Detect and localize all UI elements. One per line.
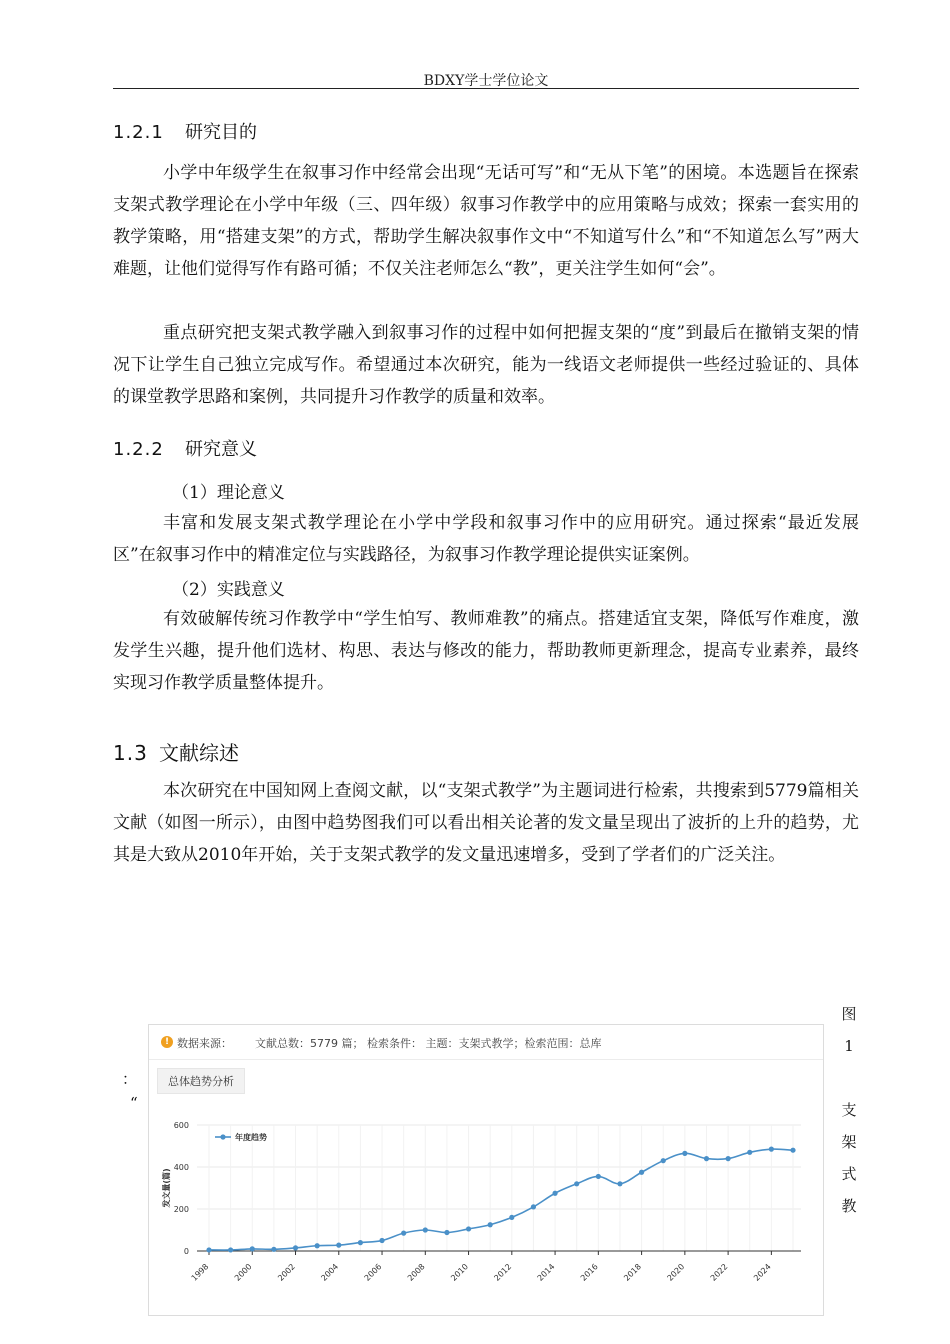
paragraph-purpose-2: 重点研究把支架式教学融入到叙事习作的过程中如何把握支架的“度”到最后在撤销支架的情况下让学生自己独立完成写作。希望通过本次研究，能为一线语文老师提供一些经过验证的、具体的课堂教学思路和案例，共同提升习作教学的质量和效率。: [113, 323, 859, 407]
data-point: [228, 1247, 233, 1252]
data-point: [336, 1243, 341, 1248]
heading-1-2-2: [113, 435, 257, 461]
x-tick-label: 2018: [622, 1262, 644, 1283]
data-point: [531, 1204, 536, 1209]
y-tick-label: 200: [173, 1205, 189, 1214]
data-point: [639, 1170, 644, 1175]
x-tick-label: 2002: [276, 1262, 297, 1283]
data-point: [790, 1148, 795, 1153]
data-point: [682, 1151, 687, 1156]
y-axis-label: 发文量(篇): [162, 1168, 171, 1208]
x-tick-label: 2000: [232, 1262, 254, 1283]
page-header: BDXY学士学位论文: [423, 73, 549, 89]
figure-caption-char: 式: [841, 1165, 857, 1183]
x-tick-label: 1998: [189, 1262, 211, 1283]
heading-number: 1.2.2: [113, 439, 164, 460]
figure-1-trend-chart: [148, 1024, 824, 1316]
x-tick-label: 2010: [449, 1262, 470, 1283]
heading-number: 1.2.1: [113, 122, 164, 143]
data-point: [206, 1247, 211, 1252]
y-tick-label: 600: [173, 1121, 189, 1130]
data-point: [271, 1247, 276, 1252]
stray-quote: “: [130, 1094, 138, 1112]
x-tick-label: 2014: [535, 1262, 557, 1283]
data-point: [552, 1191, 557, 1196]
subheading-theory: （1）理论意义: [172, 483, 285, 503]
heading-title: 研究意义: [185, 439, 257, 460]
x-tick-label: 2022: [708, 1262, 730, 1283]
x-tick-label: 2016: [578, 1262, 600, 1283]
tab-overall-trend[interactable]: 总体趋势分析: [157, 1068, 245, 1094]
legend-marker: [220, 1134, 225, 1139]
heading-title: 研究目的: [185, 122, 257, 143]
subheading-practice: （2）实践意义: [172, 580, 285, 600]
paragraph-practice: 有效破解传统习作教学中“学生怕写、教师难教”的痛点。搭建适宜支架，降低写作难度，激发学生兴趣，提升他们选材、构思、表达与修改的能力，帮助教师更新理念，提高专业素养，最终实现习作教学质量整体提升。: [113, 609, 859, 693]
data-point: [444, 1230, 449, 1235]
data-point: [293, 1245, 298, 1250]
paragraph-literature: 本次研究在中国知网上查阅文献，以“支架式教学”为主题词进行检索，共搜索到5779篇相关文献（如图一所示），由图中趋势图我们可以看出相关论著的发文量呈现出了波折的上升的趋势，尤其是大致从2010年开始，关于支架式教学的发文量迅速增多，受到了学者们的广泛关注。: [113, 781, 859, 865]
series-line-年度趋势: [209, 1149, 793, 1250]
header-rule: [113, 88, 859, 89]
data-point: [726, 1156, 731, 1161]
data-point: [466, 1226, 471, 1231]
heading-number: 1.3: [113, 741, 148, 765]
heading-1-3: [113, 737, 239, 766]
figure-caption-number: 1: [844, 1037, 854, 1055]
data-point: [661, 1158, 666, 1163]
heading-1-2-1: [113, 118, 257, 144]
data-point: [423, 1227, 428, 1232]
x-tick-label: 2004: [319, 1262, 341, 1283]
data-point: [379, 1238, 384, 1243]
y-tick-label: 0: [183, 1247, 189, 1256]
data-point: [250, 1246, 255, 1251]
stray-colon: ：: [122, 1070, 138, 1088]
data-point: [596, 1174, 601, 1179]
data-point: [704, 1156, 709, 1161]
data-point: [574, 1181, 579, 1186]
info-icon: !: [161, 1036, 173, 1048]
data-point: [769, 1147, 774, 1152]
data-point: [315, 1243, 320, 1248]
figure-caption-char: 支: [841, 1101, 857, 1119]
heading-title: 文献综述: [159, 741, 239, 765]
data-point: [617, 1181, 622, 1186]
data-point: [401, 1231, 406, 1236]
data-point: [358, 1240, 363, 1245]
x-tick-label: 2012: [492, 1262, 514, 1283]
trend-chart-svg: [149, 1105, 823, 1315]
paragraph-theory: 丰富和发展支架式教学理论在小学中学段和叙事习作中的应用研究。通过探索“最近发展区”在叙事习作中的精准定位与实践路径，为叙事习作教学理论提供实证案例。: [113, 513, 859, 565]
x-tick-label: 2024: [752, 1262, 773, 1283]
data-source-detail: 文献总数：5779 篇； 检索条件： 主题：支架式教学；检索范围：总库: [255, 1037, 602, 1050]
data-source-label: 数据来源：: [177, 1037, 232, 1050]
x-tick-label: 2008: [405, 1262, 427, 1283]
data-source-bar: [149, 1025, 823, 1060]
data-point: [488, 1222, 493, 1227]
figure-caption-label: 图: [841, 1005, 857, 1023]
x-tick-label: 2006: [362, 1262, 384, 1283]
data-point: [509, 1215, 514, 1220]
x-tick-label: 2020: [665, 1262, 687, 1283]
legend-label: 年度趋势: [235, 1133, 267, 1142]
figure-caption-char: 教: [841, 1197, 857, 1215]
figure-caption-char: 架: [841, 1133, 857, 1151]
paragraph-purpose-1: 小学中年级学生在叙事习作中经常会出现“无话可写”和“无从下笔”的困境。本选题旨在探索支架式教学理论在小学中年级（三、四年级）叙事习作教学中的应用策略与成效；探索一套实用的教学策略，用“搭建支架”的方式，帮助学生解决叙事作文中“不知道写什么”和“不知道怎么写”两大难题，让他们觉得写作有路可循；不仅关注老师怎么“教”，更关注学生如何“会”。: [113, 163, 859, 279]
y-tick-label: 400: [173, 1163, 189, 1172]
data-point: [747, 1150, 752, 1155]
